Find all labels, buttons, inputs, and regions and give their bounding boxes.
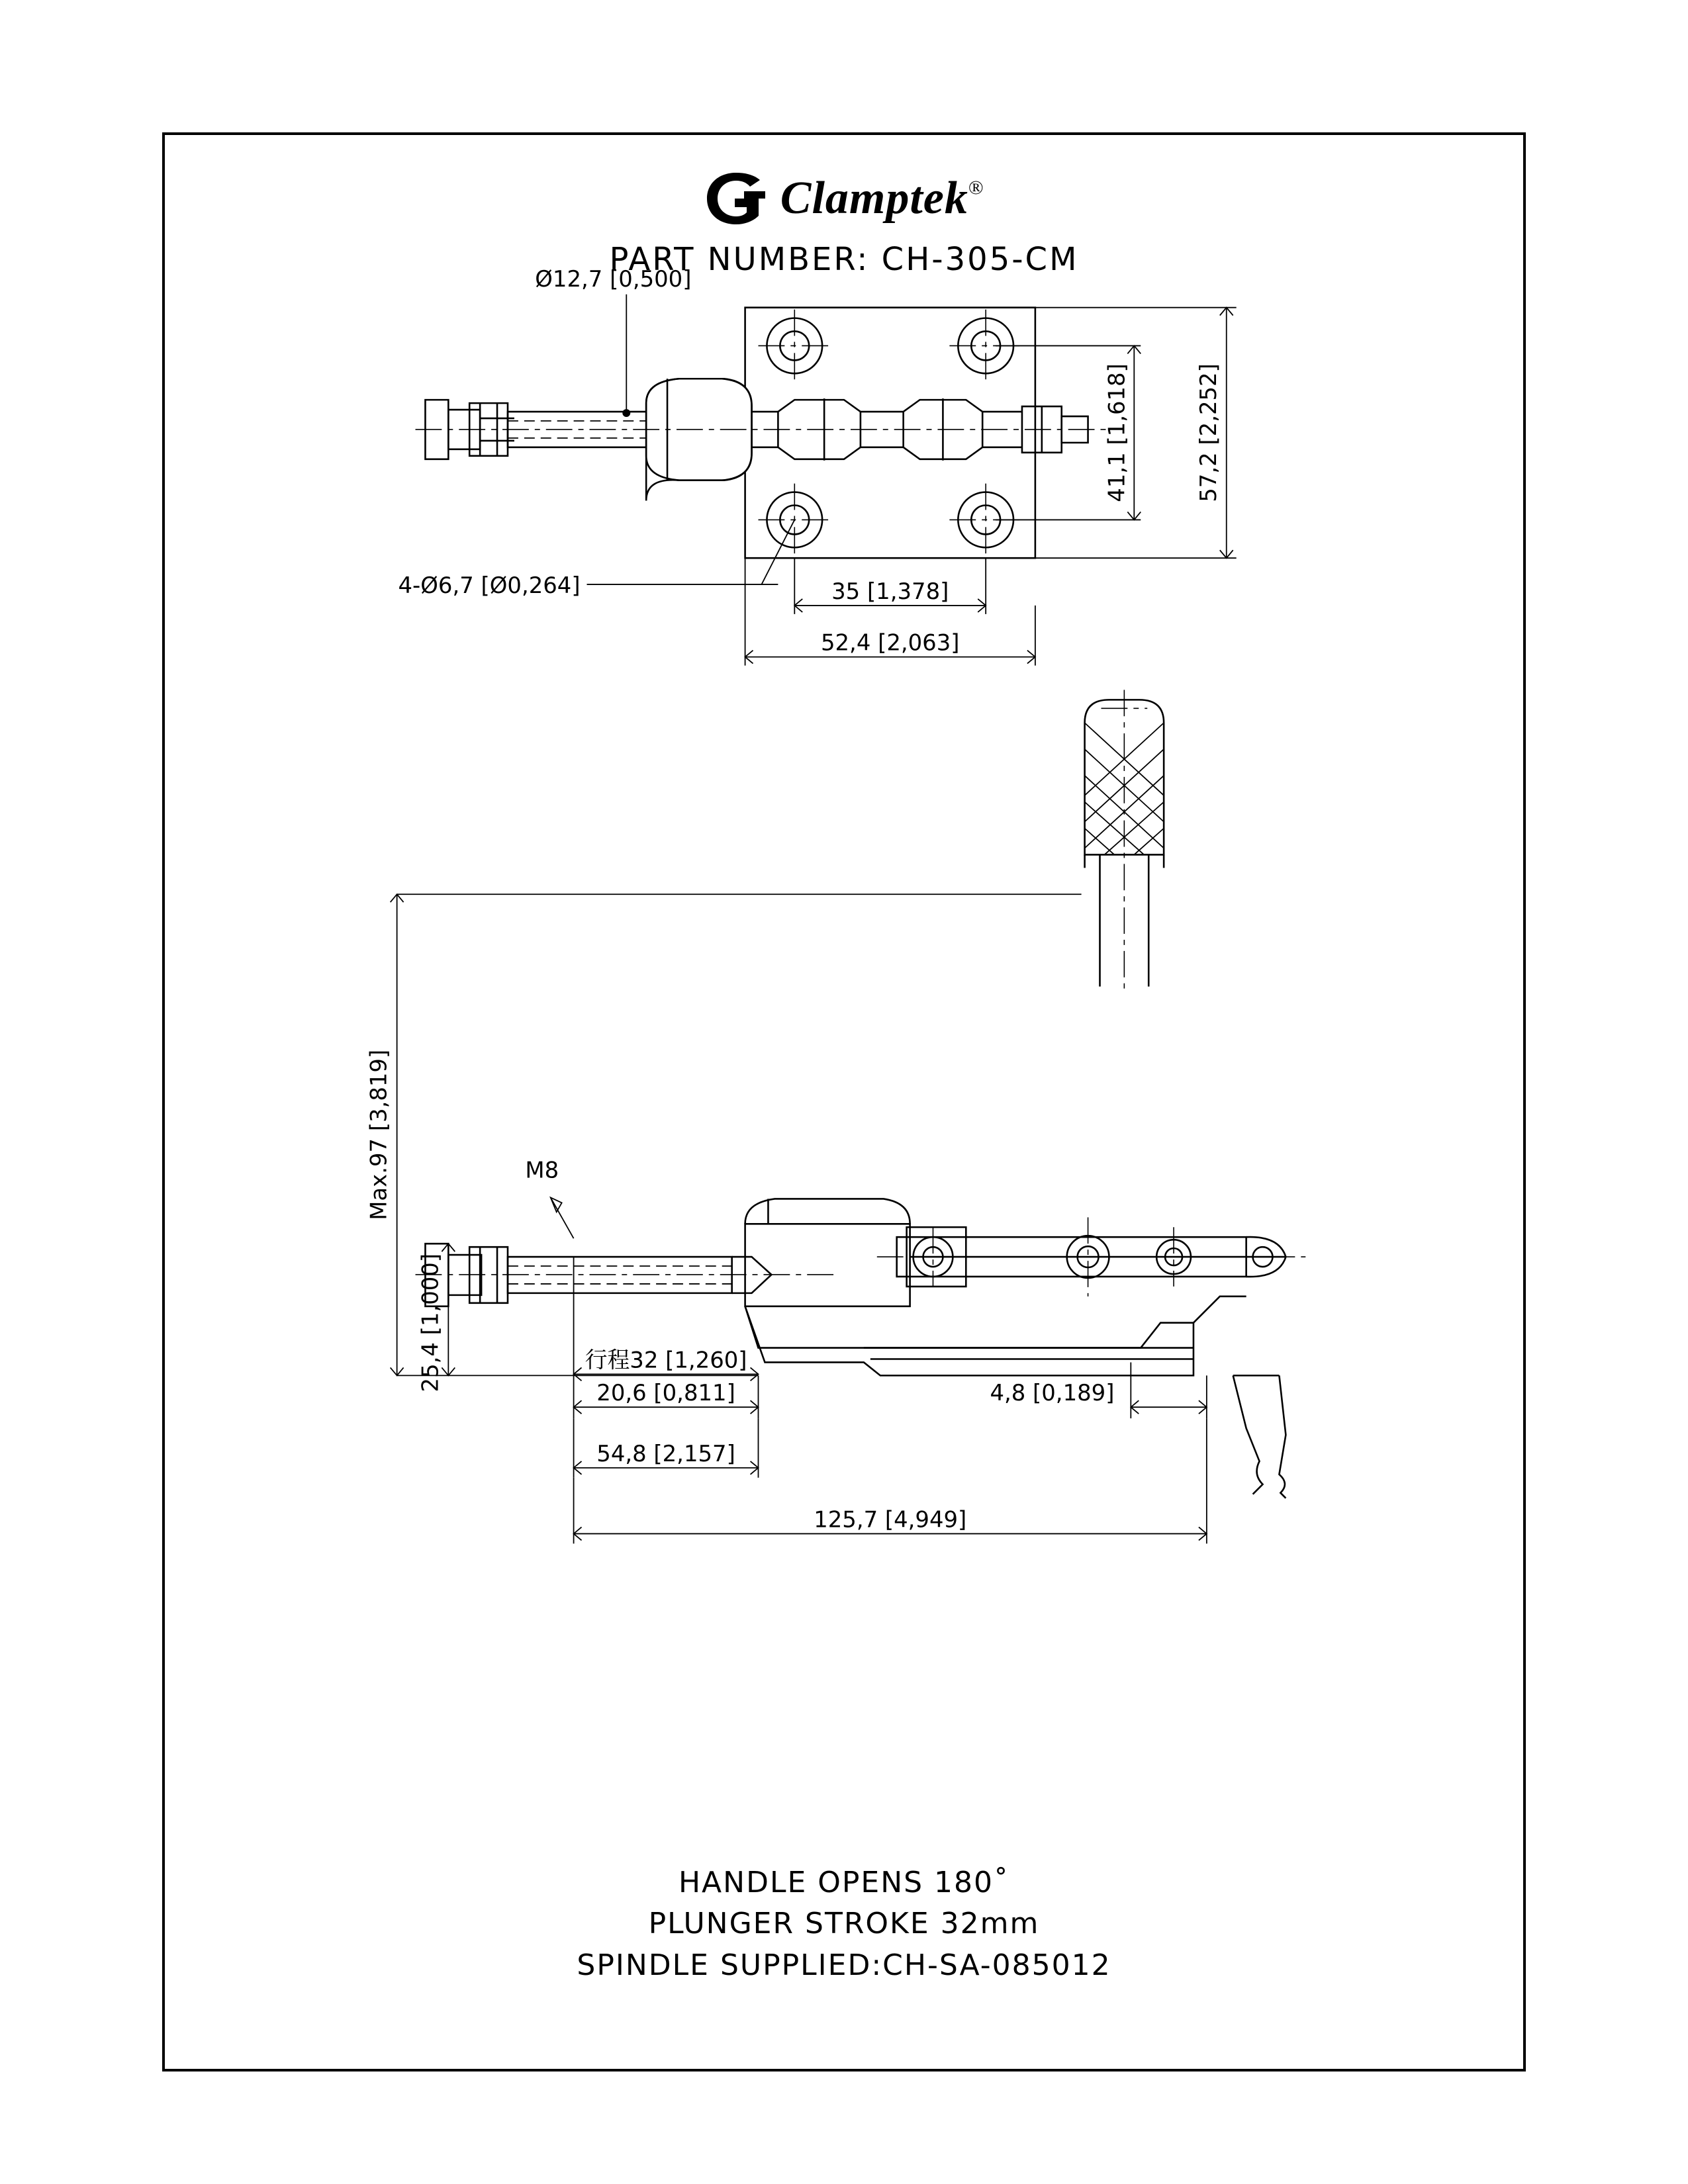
dim-label-hole-spacing-v: 41,1 [1,618] xyxy=(1103,363,1130,502)
dim-base-length xyxy=(574,1418,759,1478)
base-body xyxy=(745,1199,1194,1375)
dim-thread xyxy=(525,1158,573,1239)
dim-label-hole-spacing-h: 35 [1,378] xyxy=(831,578,949,604)
dim-label-plate-width: 52,4 [2,063] xyxy=(820,629,960,656)
note-spindle-supplied: SPINDLE SUPPLIED:CH-SA-085012 xyxy=(577,1948,1111,1982)
dim-label-base-height: 25,4 [1,000] xyxy=(417,1253,444,1392)
drawing-sheet xyxy=(162,132,1526,2071)
dim-label-holes: 4-Ø6,7 [Ø0,264] xyxy=(398,572,581,598)
dim-label-stroke: 行程32 [1,260] xyxy=(585,1347,747,1373)
page-title: PART NUMBER: CH-305-CM xyxy=(609,241,1079,278)
dim-label-plate-thickness: 4,8 [0,189] xyxy=(990,1380,1115,1406)
dim-holes xyxy=(399,520,795,598)
body-block-top xyxy=(646,379,751,500)
dim-label-base-length: 54,8 [2,157] xyxy=(596,1440,735,1467)
dim-spindle-offset xyxy=(574,1257,759,1418)
technical-drawing xyxy=(165,135,1523,2069)
note-plunger-stroke: PLUNGER STROKE 32mm xyxy=(648,1907,1040,1941)
linkage-top xyxy=(416,398,1108,461)
brand-name: Clamptek xyxy=(780,173,968,224)
dim-label-overall-length: 125,7 [4,949] xyxy=(814,1506,967,1533)
registered-mark: ® xyxy=(968,177,984,199)
top-view xyxy=(399,266,1237,666)
handle-tail xyxy=(1194,1297,1286,1498)
note-handle-opens: HANDLE OPENS 180˚ xyxy=(678,1865,1010,1899)
side-view xyxy=(366,690,1306,1543)
dim-label-spindle-dia: Ø12,7 [0,500] xyxy=(535,265,692,292)
dim-hole-spacing-h xyxy=(794,558,986,614)
dim-overall-length xyxy=(574,1418,1207,1543)
drawing-notes xyxy=(165,1862,1523,1986)
linkage-side xyxy=(877,1217,1305,1297)
dim-plate-height xyxy=(1035,308,1237,559)
spindle-side xyxy=(416,1244,838,1306)
dim-hole-spacing-v xyxy=(996,345,1141,520)
dim-plate-thickness xyxy=(990,1362,1206,1418)
dim-label-plate-height: 57,2 [2,252] xyxy=(1195,363,1221,502)
dim-label-spindle-offset: 20,6 [0,811] xyxy=(596,1380,735,1406)
dim-label-thread: M8 xyxy=(525,1157,559,1183)
dim-plate-width xyxy=(745,558,1035,665)
dim-label-handle-height: Max.97 [3,819] xyxy=(365,1049,392,1220)
handle xyxy=(1085,690,1164,993)
